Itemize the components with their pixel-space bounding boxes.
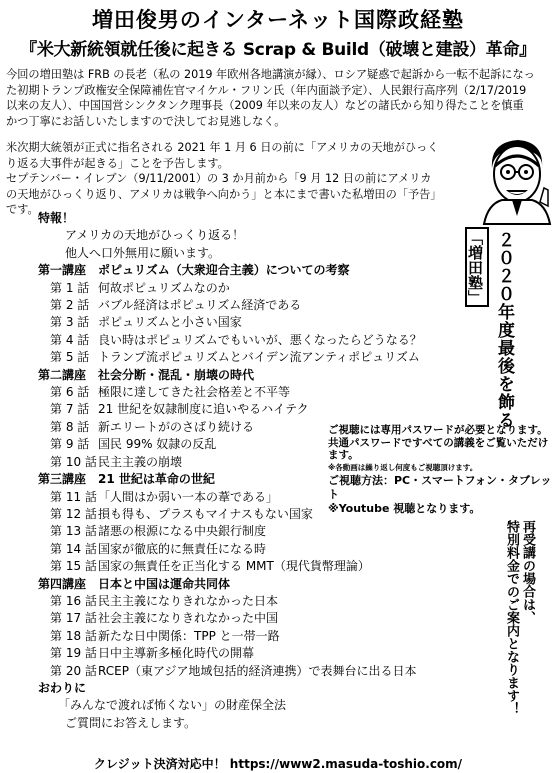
episode-number: 第 10 話 [50,454,97,469]
episode-item [38,280,422,297]
intro-paragraph [6,67,552,129]
special-line: アメリカの天地がひっくり返る！ [65,228,245,243]
viewing-method-note [328,474,554,516]
episode-item [38,349,422,366]
episode-title: 民主主義になりきれなかった日本 [98,593,279,608]
episode-item [38,384,422,401]
vertical-2020-heading: ２０２０年度最後を飾る [494,231,514,429]
rewatch-line: 再受講の場合は、 [520,520,535,624]
episode-title: 社会主義になりきれなかった中国 [98,611,279,626]
episode-number: 第 11 話 [50,489,97,504]
episode-title: RCEP（東アジア地域包括的経済連携）で表舞台に出る日本 [98,663,417,678]
episode-number: 第 12 話 [50,506,97,521]
episode-title: トランプ流ポピュリズムとバイデン流アンティポピュリズム [98,350,420,365]
closing-line: 「みんなで渡れば怖くない」の財産保全法 [58,698,287,713]
lecture-title: 第三講座 21 世紀は革命の世紀 [38,472,215,487]
rewatch-line: 特別料金でのご案内となります！ [504,520,519,715]
episode-number: 第 14 話 [50,541,97,556]
intro-line: た初期トランプ政権安全保障補佐官マイケル・フリン氏（年内面談予定）、人民銀行高序列（2/17/2019 [6,83,527,97]
episode-number: 第 13 話 [50,524,97,539]
prediction-line: です。 [6,203,39,216]
viewing-method-line: ご視聴方法：PC・スマートフォン・タブレット [328,474,552,501]
episode-title: 諸悪の根源になる中央銀行制度 [98,524,267,539]
episode-title: 何故ポピュリズムなのか [98,280,230,295]
intro-line: かつ丁寧にお話しいたしますので決してお見逃しなく。 [6,114,286,128]
special-line: 他人へ口外無用に願います。 [65,245,221,260]
closing-line: ご質問にお答えします。 [65,715,197,730]
rewatch-pricing-note [503,520,535,720]
episode-title: 新エリートがのさばり続ける [98,419,255,434]
masuda-juku-badge: 「増田塾」 [465,227,489,307]
password-line: ご視聴には専用パスワードが必要となります。 [328,424,548,436]
episode-number: 第 18 話 [50,628,97,643]
intro-line: 以来の友人）、中国国営シンクタンク理事長（2009 年以来の友人）などの諸氏から知り得たことを慎重 [6,99,524,112]
special-heading: 特報！ [38,211,75,225]
youtube-line: ※Youtube 視聴となります。 [328,502,481,515]
footer-payment-link[interactable]: クレジット決済対応中！ https://www2.masuda-toshio.com/ [93,757,463,771]
episode-item [38,610,422,627]
episode-title: ポピュリズムと小さい国家 [98,315,242,330]
episode-title: 良い時はポピュリズムでもいいが、悪くなったらどうなる？ [98,332,422,347]
episode-title: 国家が徹底的に無責任になる時 [98,541,267,556]
episode-number: 第 2 話 [50,298,90,313]
episode-title: 民主主義の崩壊 [98,454,183,469]
password-line: 共通パスワードですべての講義をご覧いただけます。 [328,436,549,461]
episode-item [38,663,422,680]
episode-number: 第 4 話 [50,332,90,347]
password-note [328,424,554,474]
episode-number: 第 6 話 [50,385,90,400]
rewatch-note: ※各動画は繰り返し何度もご視聴頂けます。 [328,462,478,472]
episode-title: 国家の無責任を正当化する MMT（現代貨幣理論） [98,559,370,574]
episode-item [38,628,422,645]
episode-title: 21 世紀を奴隷制度に追いやるハイテク [98,402,309,417]
episode-title: 「人間はか弱い一本の葦である」 [98,489,279,504]
episode-title: 新たな日中関係：TPP と一帯一路 [98,628,280,643]
episode-number: 第 17 話 [50,611,97,626]
episode-number: 第 8 話 [50,419,90,434]
lecture-title: 第二講座 社会分断・混乱・崩壊の時代 [38,367,255,382]
episode-number: 第 1 話 [50,280,90,295]
episode-item [38,541,422,558]
prediction-line: 米次期大統領が正式に指名される 2021 年 1 月 6 日の前に「アメリカの天地がひっく [6,141,439,154]
lecture-title: 第一講座 ポピュリズム（大衆迎合主義）についての考察 [38,263,350,278]
episode-number: 第 20 話 [50,663,97,678]
episode-item [38,314,422,331]
episode-number: 第 3 話 [50,315,90,330]
episode-item [38,558,422,575]
episode-number: 第 15 話 [50,559,97,574]
closing-heading: おわりに [38,680,87,695]
episode-item [38,297,422,314]
lecture-title: 第四講座 日本と中国は運命共同体 [38,576,231,591]
episode-item [38,593,422,610]
episode-item [38,645,422,662]
episode-item [38,401,422,418]
page-subtitle: 『米大新統領就任後に起きる Scrap & Build（破壊と建設）革命』 [20,40,536,60]
page-title: 増田俊男のインターネット国際政経塾 [91,8,465,32]
episode-number: 第 5 話 [50,350,90,365]
episode-number: 第 9 話 [50,437,90,452]
prediction-line: り返る大事件が起きる」ことを予告します。 [6,156,229,170]
episode-number: 第 16 話 [50,593,97,608]
episode-number: 第 19 話 [50,646,97,661]
episode-title: 損も得も、プラスもマイナスもない国家 [98,506,313,521]
episode-item [38,523,422,540]
episode-number: 第 7 話 [50,402,90,417]
episode-title: バブル経済はポピュリズム経済である [98,298,302,313]
episode-title: 国民 99% 奴隷の反乱 [98,437,217,452]
prediction-line: セプテンバー・イレブン（9/11/2001）の 3 か月前から「9 月 12 日の前にアメリカ [6,172,432,185]
episode-item [38,332,422,349]
prediction-paragraph [6,140,476,218]
intro-line: 今回の増田塾は FRB の長老（私の 2019 年欧州各地講演が縁）、ロシア疑惑で起訴から一転不起訴になっ [6,68,535,81]
episode-title: 極限に達してきた社会格差と不平等 [98,385,291,400]
prediction-line: の天地がひっくり返り、アメリカは戦争へ向かう」と本にまで書いた私増田の「予告」 [6,187,442,201]
episode-title: 日中主導新多極化時代の開幕 [98,646,255,661]
presenter-portrait [478,132,556,227]
